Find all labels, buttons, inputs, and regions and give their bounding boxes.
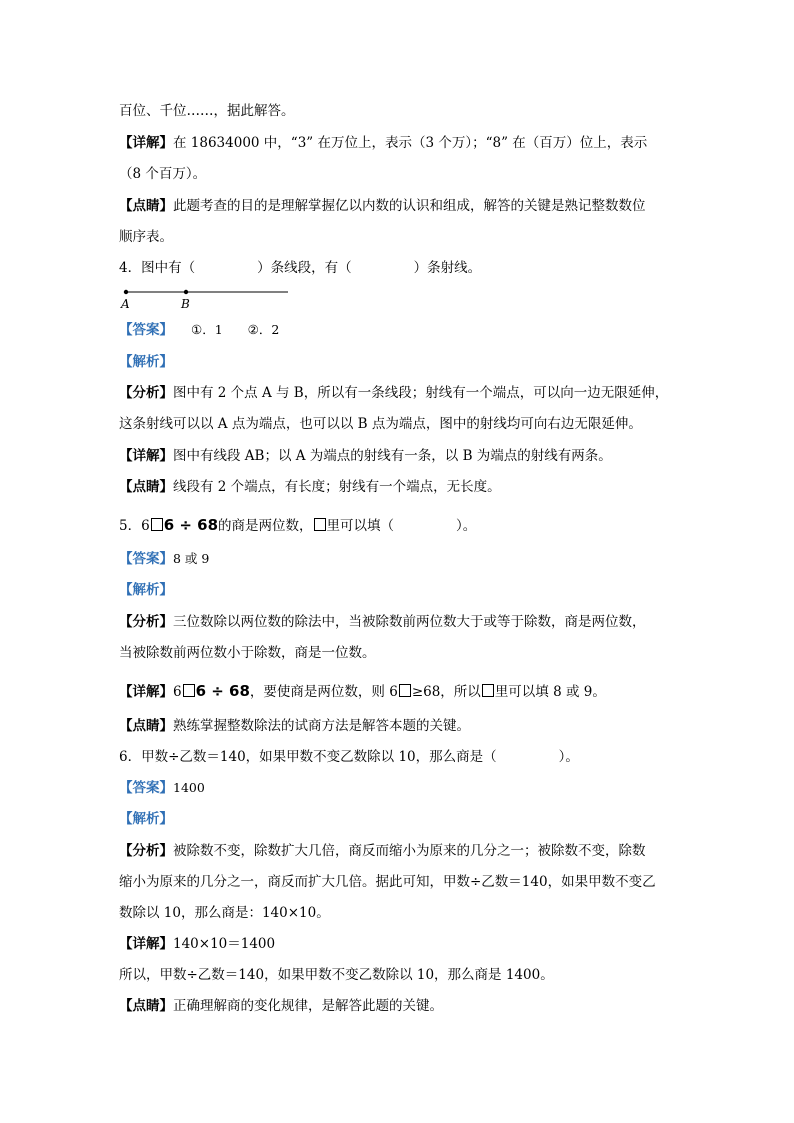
section-tag: 【详解】 <box>119 936 173 952</box>
blank-box <box>314 518 326 531</box>
analysis-heading <box>119 809 173 829</box>
answer-text: 8 或 9 <box>173 551 210 566</box>
section-tag: 【分析】 <box>119 614 173 630</box>
answer-line <box>119 549 209 569</box>
text: 里可以填（ <box>326 518 395 534</box>
answer-line <box>119 320 279 340</box>
text-line <box>119 446 612 466</box>
text-line <box>119 133 647 153</box>
text-line <box>119 383 668 403</box>
answer-line <box>119 778 205 798</box>
text-line <box>119 643 376 663</box>
text: 5．6 <box>119 518 150 534</box>
text: 当被除数前两位数小于除数，商是一位数。 <box>119 645 376 661</box>
text: 图中有 2 个点 A 与 B，所以有一条线段；射线有一个端点，可以向一边无限延伸， <box>173 385 669 401</box>
text: 6 <box>173 684 182 700</box>
section-tag: 【分析】 <box>119 385 173 401</box>
text-line <box>119 164 206 184</box>
text-line <box>119 841 646 861</box>
blank-box <box>151 518 163 531</box>
question-5 <box>119 515 476 536</box>
text: 三位数除以两位数的除法中，当被除数前两位数大于或等于除数，商是两位数， <box>173 614 646 630</box>
point-a <box>124 290 128 294</box>
text-line <box>119 414 642 434</box>
point-a-label: A <box>121 297 130 311</box>
text: 4．图中有（ <box>119 260 196 276</box>
text: 所以，甲数÷乙数＝140，如果甲数不变乙数除以 10，那么商是 1400。 <box>119 967 554 983</box>
section-tag: 【点睛】 <box>119 198 173 214</box>
text-line <box>119 965 554 985</box>
text-line <box>119 101 295 121</box>
text: 的商是两位数， <box>218 518 313 534</box>
analysis-heading <box>119 352 173 372</box>
math-expression: 6 ÷ 68 <box>163 516 219 534</box>
text: ≥68，所以 <box>411 684 481 700</box>
text-line <box>119 934 275 954</box>
text: ）。 <box>456 518 477 534</box>
section-tag: 【详解】 <box>119 448 173 464</box>
text: （8 个百万）。 <box>119 166 207 182</box>
answer-tag: 【答案】 <box>119 551 173 567</box>
text: 140×10＝1400 <box>173 936 276 952</box>
text: 这条射线可以以 A 点为端点，也可以以 B 点为端点，图中的射线均可向右边无限延伸。 <box>119 416 642 432</box>
question-6 <box>119 747 579 767</box>
text: 顺序表。 <box>119 229 173 245</box>
text: 正确理解商的变化规律，是解答此题的关键。 <box>173 998 443 1014</box>
text-line <box>119 681 606 702</box>
text: ）条射线。 <box>413 260 482 276</box>
point-b <box>184 290 188 294</box>
blank-box <box>482 684 494 697</box>
section-tag: 【详解】 <box>119 135 173 151</box>
text-line <box>119 716 470 736</box>
answer-tag: 【答案】 <box>119 780 173 796</box>
text-line <box>119 872 656 892</box>
analysis-tag: 【解析】 <box>119 582 173 598</box>
blank-box <box>399 684 411 697</box>
analysis-tag: 【解析】 <box>119 811 173 827</box>
section-tag: 【分析】 <box>119 843 173 859</box>
text-line <box>119 227 173 247</box>
text: 百位、千位……，据此解答。 <box>119 103 295 119</box>
text: 缩小为原来的几分之一，商反而扩大几倍。据此可知，甲数÷乙数＝140，如果甲数不变乙 <box>119 874 656 890</box>
answer-text: ①．1 ②．2 <box>191 322 280 337</box>
text: 此题考查的目的是理解掌握亿以内数的认识和组成，解答的关键是熟记整数数位 <box>173 198 646 214</box>
text: ）。 <box>558 749 579 765</box>
line-figure <box>118 284 298 312</box>
section-tag: 【点睛】 <box>119 998 173 1014</box>
analysis-tag: 【解析】 <box>119 354 173 370</box>
point-b-label: B <box>181 297 190 311</box>
answer-tag: 【答案】 <box>119 322 173 338</box>
text-line <box>119 612 646 632</box>
text-line <box>119 196 646 216</box>
analysis-heading <box>119 580 173 600</box>
blank-box <box>183 684 195 697</box>
text-line <box>119 477 501 497</box>
text: 熟练掌握整数除法的试商方法是解答本题的关键。 <box>173 718 470 734</box>
text: 图中有线段 AB；以 A 为端点的射线有一条，以 B 为端点的射线有两条。 <box>173 448 612 464</box>
text: 数除以 10，那么商是：140×10。 <box>119 905 330 921</box>
text: ，要使商是两位数，则 6 <box>249 684 398 700</box>
section-tag: 【点睛】 <box>119 479 173 495</box>
text: ）条线段，有（ <box>257 260 352 276</box>
text: 线段有 2 个端点，有长度；射线有一个端点，无长度。 <box>173 479 501 495</box>
answer-text: 1400 <box>173 780 205 795</box>
text: 被除数不变，除数扩大几倍，商反而缩小为原来的几分之一；被除数不变，除数 <box>173 843 646 859</box>
text: 里可以填 8 或 9。 <box>494 684 606 700</box>
math-expression: 6 ÷ 68 <box>195 682 250 700</box>
text-line <box>119 903 330 923</box>
text: 在 18634000 中，“3” 在万位上，表示（3 个万）；“8” 在（百万）位上，表示 <box>173 135 648 151</box>
text: 6．甲数÷乙数＝140，如果甲数不变乙数除以 10，那么商是（ <box>119 749 497 765</box>
section-tag: 【点睛】 <box>119 718 173 734</box>
section-tag: 【详解】 <box>119 684 173 700</box>
text-line <box>119 996 443 1016</box>
question-4 <box>119 258 481 278</box>
